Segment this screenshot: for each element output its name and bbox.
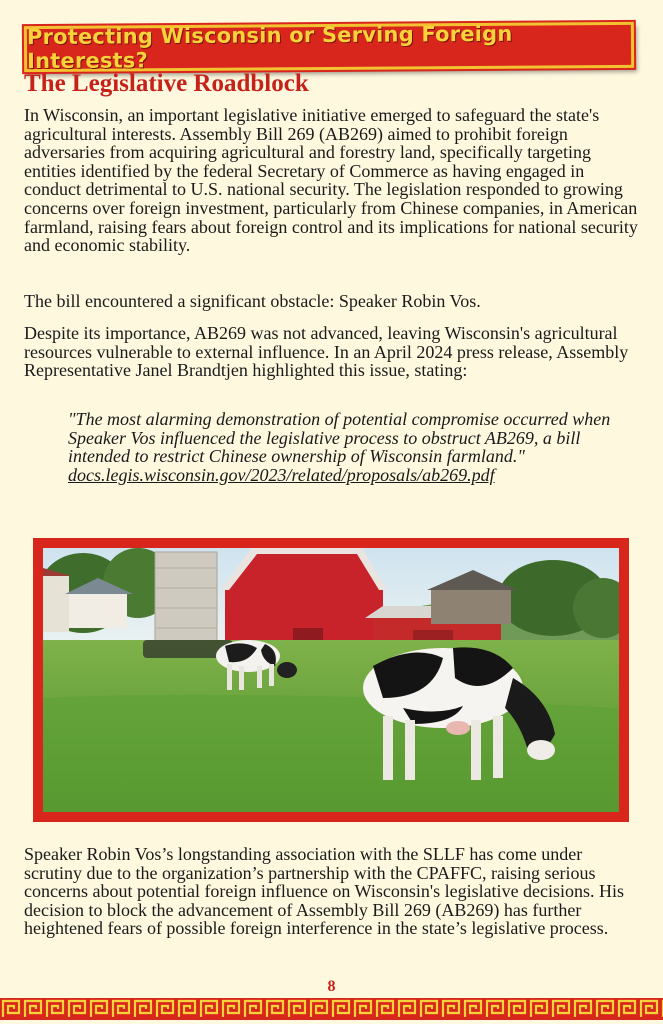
decorative-border-strip (0, 998, 663, 1020)
page-number: 8 (327, 978, 336, 995)
quote-source-link[interactable]: docs.legis.wisconsin.gov/2023/related/proposals/ab269.pdf (68, 464, 495, 485)
quote-text: "The most alarming demonstration of potential compromise occurred when Speaker Vos influenced the legislative process to obstruct AB269, a bill intended to restrict Chinese ownership of Wisconsin farmland." (68, 409, 611, 467)
section-heading: The Legislative Roadblock (24, 70, 309, 97)
paragraph-intro: In Wisconsin, an important legislative initiative emerged to safeguard the state's agricultural interests. Assembly Bill 269 (AB269) aimed to prohibit foreign adversaries from acquiring agricultural and forestry land, specifically targeting entities identified by the federal Secretary of Commerce as having engaged in conduct detrimental to U.S. national security. The legislation responded to growing concerns over foreign investment, particularly from Chinese companies, in American farmland, raising fears about foreign control and its implications for national security and economic stability. (24, 105, 638, 256)
title-banner (24, 22, 634, 72)
block-quote (68, 410, 624, 484)
paragraph-press-release: Despite its importance, AB269 was not advanced, leaving Wisconsin's agricultural resources vulnerable to external influence. In an April 2024 press release, Assembly Representative Janel Brandtjen highlighted this issue, stating: (24, 323, 629, 381)
paragraph-obstacle: The bill encountered a significant obstacle: Speaker Robin Vos. (24, 291, 481, 311)
banner-title: Protecting Wisconsin or Serving Foreign Interests? (26, 21, 513, 74)
farm-photo-frame (33, 538, 629, 822)
paragraph-conclusion: Speaker Robin Vos’s longstanding association with the SLLF has come under scrutiny due to the organization’s partnership with the CPAFFC, raising serious concerns about potential foreign influence on Wisconsin's legislative decisions. His decision to block the advancement of Assembly Bill 269 (AB269) has further heightened fears of possible foreign interference in the state’s legislative process. (24, 844, 625, 939)
farm-cows-photo (43, 548, 619, 812)
